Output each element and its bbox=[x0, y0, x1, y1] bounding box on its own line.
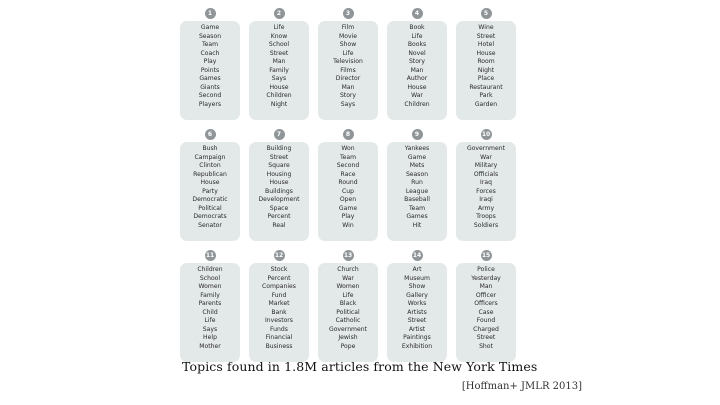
topic-word: Political bbox=[198, 204, 222, 212]
topic-word: Second bbox=[198, 92, 222, 100]
topic-word: School bbox=[268, 41, 290, 49]
topic-word: Square bbox=[268, 162, 290, 170]
topic-word: Story bbox=[408, 58, 426, 66]
topic-word: Police bbox=[477, 266, 495, 273]
topic-word: Round bbox=[338, 179, 358, 187]
topic-word: Case bbox=[478, 308, 494, 316]
topic-word: Coach bbox=[200, 49, 220, 57]
topic-word: Market bbox=[268, 300, 290, 308]
topic-word: House bbox=[407, 83, 427, 91]
topic-number-badge: 13 bbox=[343, 252, 353, 259]
topic-word: Win bbox=[342, 221, 354, 229]
topic-word: Troops bbox=[476, 213, 496, 221]
topic-word: Players bbox=[198, 100, 222, 108]
topic-word: Art bbox=[412, 266, 422, 273]
topic-number-badge: 5 bbox=[481, 8, 492, 19]
topic-word-box bbox=[318, 263, 378, 362]
topic-word: Stock bbox=[270, 266, 288, 273]
topic-word: Campaign bbox=[194, 153, 226, 161]
topic-word: Officers bbox=[474, 300, 498, 308]
topic-word: Street bbox=[269, 49, 289, 57]
topic-word: Fund bbox=[271, 291, 287, 299]
topic-word: Family bbox=[200, 291, 220, 299]
topic-word: Army bbox=[477, 204, 495, 212]
topic-word: Man bbox=[341, 83, 355, 91]
topic-word: Game bbox=[407, 153, 427, 161]
topic-word: Director bbox=[335, 75, 361, 83]
topic-word-box bbox=[456, 142, 516, 241]
topic-word: Race bbox=[340, 170, 356, 178]
topic-word: Man bbox=[410, 66, 424, 74]
topic-word: Church bbox=[337, 266, 359, 273]
topic-word: Party bbox=[202, 187, 218, 195]
topic-word-box bbox=[387, 263, 447, 362]
topic-word: War bbox=[342, 274, 354, 282]
topic-word: Business bbox=[265, 342, 293, 350]
topic-word: Hotel bbox=[477, 41, 495, 49]
topic-word: Mother bbox=[199, 342, 221, 350]
topic-word: Financial bbox=[265, 334, 293, 342]
topic-word: Child bbox=[202, 308, 218, 316]
topic-word: War bbox=[480, 153, 492, 161]
topic-word: Says bbox=[340, 100, 356, 108]
topic-15 bbox=[456, 250, 516, 362]
topic-word: Know bbox=[270, 32, 288, 40]
topic-number-badge: 4 bbox=[412, 8, 423, 19]
topic-word: Investors bbox=[265, 317, 293, 325]
topic-word: Help bbox=[203, 334, 217, 342]
topic-word: Jewish bbox=[338, 334, 358, 342]
topic-word: Television bbox=[333, 58, 363, 66]
topic-word: Game bbox=[200, 24, 220, 31]
topic-word: Funds bbox=[270, 325, 288, 333]
topic-word: Team bbox=[408, 204, 426, 212]
topic-word: Yesterday bbox=[471, 274, 501, 282]
topic-grid bbox=[180, 8, 516, 371]
topic-word: Children bbox=[266, 92, 292, 100]
topic-word: Pope bbox=[340, 342, 356, 350]
topic-word: Place bbox=[477, 75, 495, 83]
topic-word: Government bbox=[328, 325, 367, 333]
topic-1 bbox=[180, 8, 240, 120]
topic-word: Officials bbox=[473, 170, 499, 178]
topic-10 bbox=[456, 129, 516, 241]
topic-word: Says bbox=[202, 325, 218, 333]
topic-word: Street bbox=[269, 153, 289, 161]
topic-word: Cup bbox=[342, 187, 354, 195]
topic-word: Run bbox=[411, 179, 423, 187]
topic-word: Life bbox=[342, 291, 354, 299]
topic-4 bbox=[387, 8, 447, 120]
topic-11 bbox=[180, 250, 240, 362]
topic-word-box bbox=[456, 21, 516, 120]
topic-word-box bbox=[180, 21, 240, 120]
topic-word: Women bbox=[198, 283, 222, 291]
citation: [Hoffman+ JMLR 2013] bbox=[461, 381, 582, 392]
topic-word: Charged bbox=[473, 325, 499, 333]
topic-word: Game bbox=[338, 204, 358, 212]
topic-word: Republican bbox=[193, 170, 227, 178]
topic-word: School bbox=[199, 274, 221, 282]
topic-12 bbox=[249, 250, 309, 362]
topic-word-box bbox=[249, 21, 309, 120]
topic-number-badge: 8 bbox=[343, 129, 354, 140]
topic-word: Forces bbox=[476, 187, 496, 195]
topic-word: Man bbox=[479, 283, 493, 291]
topic-word: Artist bbox=[408, 325, 426, 333]
topic-word: Gallery bbox=[406, 291, 428, 299]
topic-word: Political bbox=[336, 308, 360, 316]
topic-word: Family bbox=[269, 66, 289, 74]
topic-6 bbox=[180, 129, 240, 241]
topic-9 bbox=[387, 129, 447, 241]
topic-word: Government bbox=[466, 145, 505, 152]
figure-caption: Topics found in 1.8M articles from the New York Times bbox=[182, 359, 538, 374]
topic-13 bbox=[318, 250, 378, 362]
topic-word: Democrats bbox=[193, 213, 227, 221]
topic-word: Children bbox=[197, 266, 223, 273]
topic-word: Life bbox=[273, 24, 285, 31]
topic-word: Man bbox=[272, 58, 286, 66]
topic-7 bbox=[249, 129, 309, 241]
topic-word: Films bbox=[340, 66, 356, 74]
topic-word: Play bbox=[341, 213, 355, 221]
topic-word: Shot bbox=[479, 342, 493, 350]
topic-word: Yankees bbox=[404, 145, 430, 152]
topic-word: Exhibition bbox=[401, 342, 433, 350]
topic-word: Real bbox=[272, 221, 286, 229]
topic-word: Street bbox=[476, 334, 496, 342]
topic-word: Room bbox=[477, 58, 495, 66]
topic-number-badge: 2 bbox=[274, 8, 285, 19]
topic-word: Development bbox=[258, 196, 300, 204]
topic-number-badge: 14 bbox=[412, 252, 422, 259]
topic-word: Book bbox=[409, 24, 425, 31]
topic-word-box bbox=[387, 142, 447, 241]
topic-word: Park bbox=[479, 92, 493, 100]
topic-word: Democratic bbox=[192, 196, 228, 204]
topic-word: Life bbox=[204, 317, 216, 325]
topic-word: Iraq bbox=[480, 179, 492, 187]
topic-word: Season bbox=[405, 170, 429, 178]
topic-14 bbox=[387, 250, 447, 362]
topic-word: Catholic bbox=[335, 317, 361, 325]
topic-row bbox=[180, 129, 516, 241]
topic-word-box bbox=[249, 263, 309, 362]
topic-row bbox=[180, 250, 516, 362]
topic-word: Games bbox=[406, 213, 428, 221]
topic-word: Night bbox=[477, 66, 495, 74]
topic-word: House bbox=[476, 49, 496, 57]
topic-word: Team bbox=[201, 41, 219, 49]
topic-word: Building bbox=[266, 145, 292, 152]
topic-word: Season bbox=[198, 32, 222, 40]
topic-word-box bbox=[318, 21, 378, 120]
topic-word: Baseball bbox=[404, 196, 430, 204]
topic-word: Points bbox=[200, 66, 220, 74]
topic-word: Works bbox=[407, 300, 427, 308]
topic-word: League bbox=[405, 187, 429, 195]
topic-word: Clinton bbox=[199, 162, 221, 170]
topic-word: Military bbox=[474, 162, 498, 170]
topic-word: Companies bbox=[261, 283, 296, 291]
topic-word-box bbox=[456, 263, 516, 362]
topic-word: Life bbox=[342, 49, 354, 57]
topic-word: Team bbox=[339, 153, 357, 161]
topic-word: Women bbox=[336, 283, 360, 291]
topic-word: Iraqi bbox=[479, 196, 493, 204]
topic-word: Show bbox=[408, 283, 426, 291]
topic-word: Night bbox=[270, 100, 288, 108]
topic-word: Paintings bbox=[403, 334, 431, 342]
topic-word: Street bbox=[407, 317, 427, 325]
topic-5 bbox=[456, 8, 516, 120]
topic-word: Hit bbox=[412, 221, 422, 229]
topic-word: Life bbox=[411, 32, 423, 40]
topic-word: Mets bbox=[409, 162, 425, 170]
topic-word: Wine bbox=[478, 24, 494, 31]
topic-word-box bbox=[249, 142, 309, 241]
topic-word: Won bbox=[341, 145, 355, 152]
topic-word: Author bbox=[406, 75, 428, 83]
topic-number-badge: 15 bbox=[481, 252, 491, 259]
topic-word: Buildings bbox=[265, 187, 293, 195]
topic-word: Second bbox=[336, 162, 360, 170]
topic-word-box bbox=[180, 263, 240, 362]
topic-number-badge: 7 bbox=[274, 129, 285, 140]
topic-word: Play bbox=[203, 58, 217, 66]
topic-word: Novel bbox=[408, 49, 426, 57]
topic-8 bbox=[318, 129, 378, 241]
topic-word: Restaurant bbox=[469, 83, 503, 91]
topic-word: Movie bbox=[338, 32, 358, 40]
topic-word: Artists bbox=[407, 308, 427, 316]
topic-number-badge: 11 bbox=[205, 252, 215, 259]
topic-word: Film bbox=[341, 24, 355, 31]
topic-word: Open bbox=[339, 196, 357, 204]
topic-number-badge: 9 bbox=[412, 129, 423, 140]
topic-2 bbox=[249, 8, 309, 120]
topic-word: Soldiers bbox=[473, 221, 499, 229]
topic-word-box bbox=[180, 142, 240, 241]
topic-word: Children bbox=[404, 100, 430, 108]
topic-3 bbox=[318, 8, 378, 120]
topic-word: Housing bbox=[266, 170, 292, 178]
topic-word-box bbox=[387, 21, 447, 120]
topic-row bbox=[180, 8, 516, 120]
topic-word: Space bbox=[269, 204, 289, 212]
topic-number-badge: 10 bbox=[481, 131, 491, 138]
topic-word-box bbox=[318, 142, 378, 241]
topic-word: House bbox=[269, 83, 289, 91]
topic-number-badge: 3 bbox=[343, 8, 354, 19]
topic-word: Senator bbox=[198, 221, 222, 229]
topic-word: Bush bbox=[202, 145, 218, 152]
topic-word: Parents bbox=[198, 300, 222, 308]
topic-word: Show bbox=[339, 41, 357, 49]
topic-word: Street bbox=[476, 32, 496, 40]
topic-word: Games bbox=[199, 75, 221, 83]
topic-word: War bbox=[411, 92, 423, 100]
topic-word: Bank bbox=[271, 308, 287, 316]
topic-word: House bbox=[269, 179, 289, 187]
topic-word: Says bbox=[271, 75, 287, 83]
topic-number-badge: 6 bbox=[205, 129, 216, 140]
topic-number-badge: 12 bbox=[274, 252, 284, 259]
topic-word: Giants bbox=[200, 83, 220, 91]
topic-word: Books bbox=[407, 41, 427, 49]
topic-word: Museum bbox=[404, 274, 430, 282]
topic-word: House bbox=[200, 179, 220, 187]
topic-word: Story bbox=[339, 92, 357, 100]
topic-number-badge: 1 bbox=[205, 8, 216, 19]
topic-word: Percent bbox=[267, 213, 291, 221]
topic-word: Percent bbox=[267, 274, 291, 282]
topic-word: Officer bbox=[475, 291, 497, 299]
topic-word: Black bbox=[339, 300, 357, 308]
topic-word: Found bbox=[476, 317, 496, 325]
topic-word: Garden bbox=[474, 100, 498, 108]
